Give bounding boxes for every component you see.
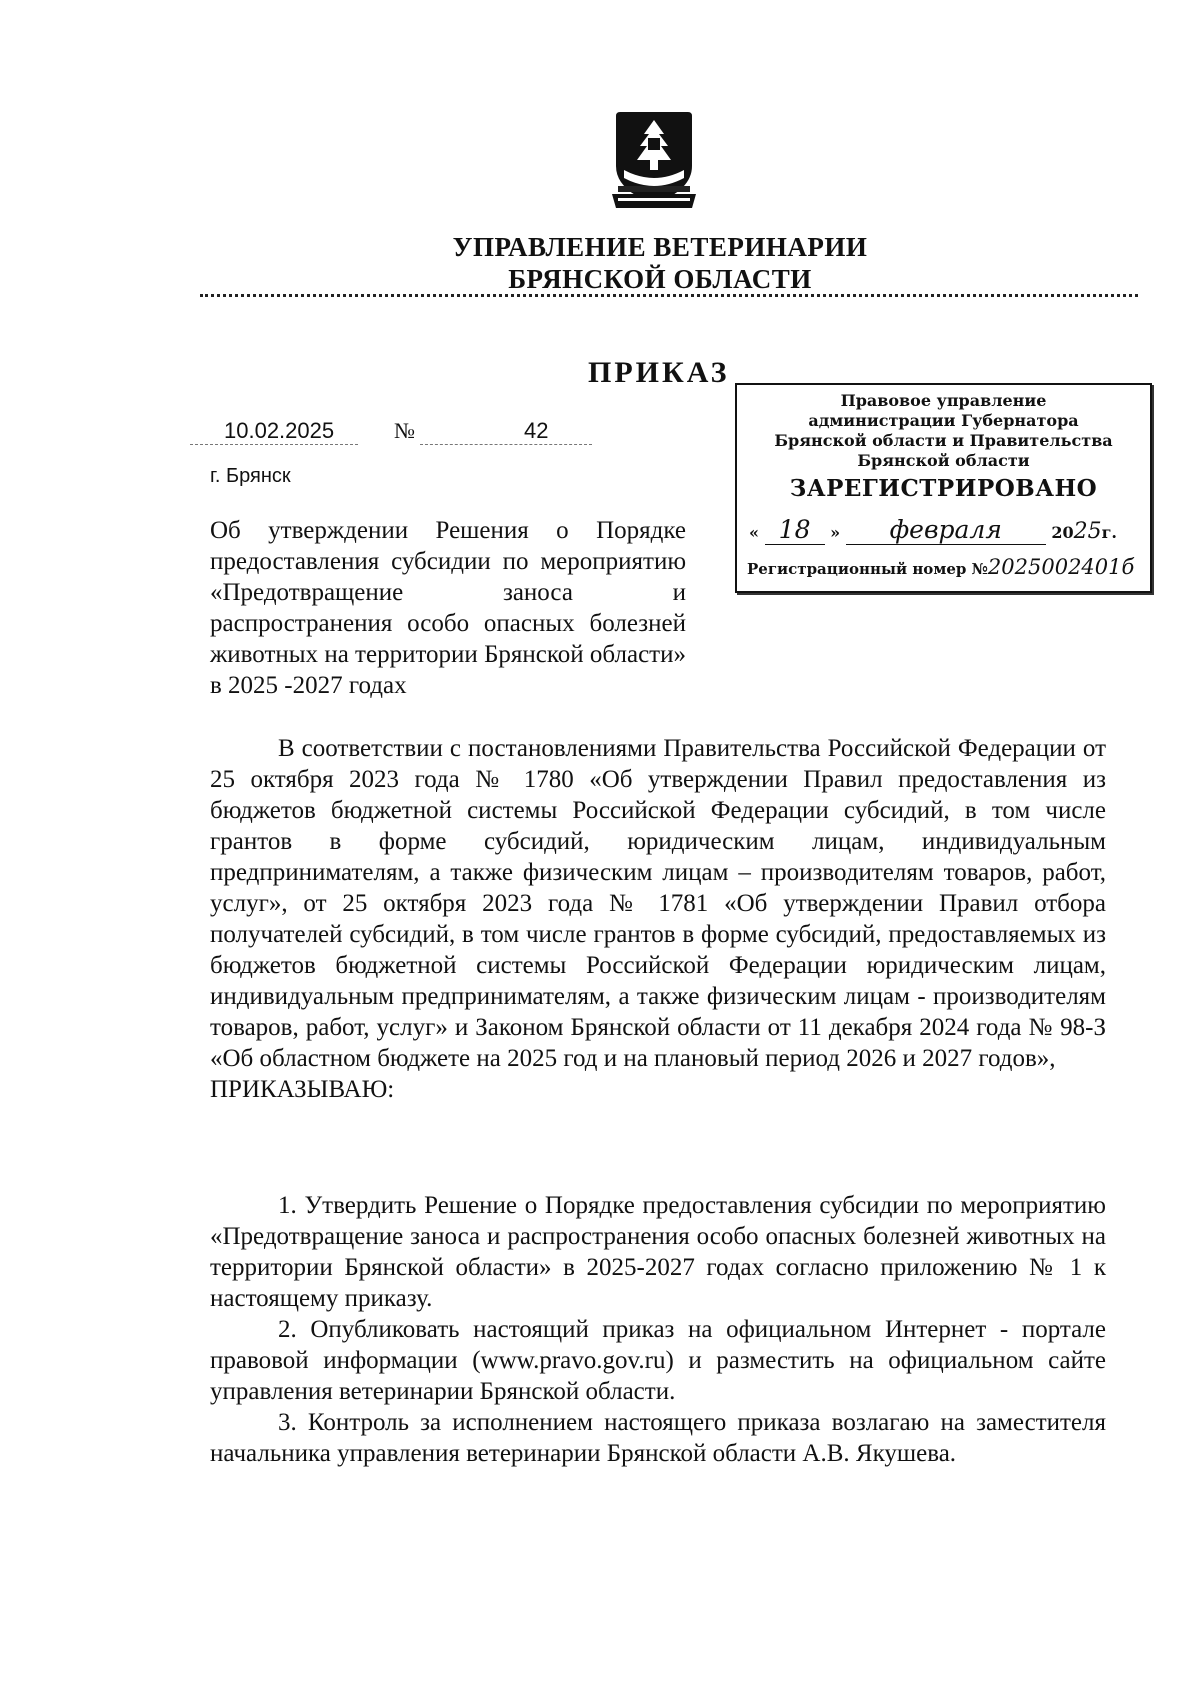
document-type-title: ПРИКАЗ: [588, 356, 730, 389]
header-divider: [200, 294, 1138, 297]
document-city: г. Брянск: [210, 465, 291, 487]
document-number: 42: [524, 418, 549, 443]
stamp-quote-open: «: [749, 523, 759, 542]
registration-stamp: [735, 383, 1152, 593]
document-subject: Об утверждении Решения о Порядке предоставления субсидии по мероприятию «Предотвращение заноса и распространения особо опасных болезней животных на территории Брянской области» в 2025 -2027 годах: [210, 517, 686, 699]
document-date: 10.02.2025: [224, 418, 335, 443]
stamp-registration-label: Регистрационный номер №: [747, 560, 988, 578]
stamp-line-3: Брянской области и Правительства: [774, 431, 1113, 450]
stamp-month: февраля: [846, 515, 1046, 545]
stamp-date-row: [749, 515, 1144, 545]
number-underline: [420, 444, 592, 445]
preamble-paragraph: В соответствии с постановлениями Правительства Российской Федерации от 25 октября 2023 года № 1780 «Об утверждении Правил предоставления из бюджетов бюджетной системы Российской Федерации субсидий, в том числе грантов в форме субсидий, юридическим лицам, индивидуальным предпринимателям, а также физическим лицам – производителям товаров, работ, услуг», от 25 октября 2023 года № 1781 «Об утверждении Правил отбора получателей субсидий, в том числе грантов в форме субсидий, предоставляемых из бюджетов бюджетной системы Российской Федерации юридическим лицам, индивидуальным предпринимателям, а также физическим лицам - производителям товаров, работ, услуг» и Законом Брянской области от 11 декабря 2024 года № 98-З «Об областном бюджете на 2025 год и на плановый период 2026 и 2027 годов»,: [210, 735, 1106, 1072]
stamp-year-prefix: 20: [1051, 523, 1074, 542]
number-sign: №: [394, 418, 415, 443]
stamp-quote-close: »: [830, 523, 841, 542]
coat-of-arms-emblem: [604, 108, 704, 218]
organization-name-line-1: УПРАВЛЕНИЕ ВЕТЕРИНАРИИ: [452, 232, 868, 262]
stamp-line-4: Брянской области: [857, 451, 1030, 470]
stamp-registration-row: [747, 555, 1147, 579]
stamp-registration-number: 2025002401б: [987, 555, 1135, 579]
stamp-line-2: администрации Губернатора: [808, 411, 1079, 430]
order-item-2: 2. Опубликовать настоящий приказ на официальном Интернет - портале правовой информации (www.pravo.gov.ru) и разместить на официальном сайте управления ветеринарии Брянской области.: [210, 1316, 1106, 1405]
stamp-line-1: Правовое управление: [840, 391, 1047, 410]
organization-name-line-2: БРЯНСКОЙ ОБЛАСТИ: [508, 264, 812, 294]
stamp-year-unit: г.: [1101, 523, 1117, 542]
order-item-3: 3. Контроль за исполнением настоящего приказа возлагаю на заместителя начальника управления ветеринарии Брянской области А.В. Якушева.: [210, 1409, 1106, 1467]
order-item-1: 1. Утвердить Решение о Порядке предоставления субсидии по мероприятию «Предотвращение заноса и распространения особо опасных болезней животных на территории Брянской области» в 2025-2027 годах согласно приложению № 1 к настоящему приказу.: [210, 1192, 1106, 1312]
date-underline: [190, 444, 358, 445]
document-body: [210, 733, 1106, 1105]
order-items-list: [210, 1190, 1106, 1469]
stamp-year-suffix: 25: [1073, 519, 1102, 544]
order-word: ПРИКАЗЫВАЮ:: [210, 1076, 395, 1103]
stamp-day: 18: [765, 515, 825, 545]
stamp-status: ЗАРЕГИСТРИРОВАНО: [789, 475, 1098, 502]
